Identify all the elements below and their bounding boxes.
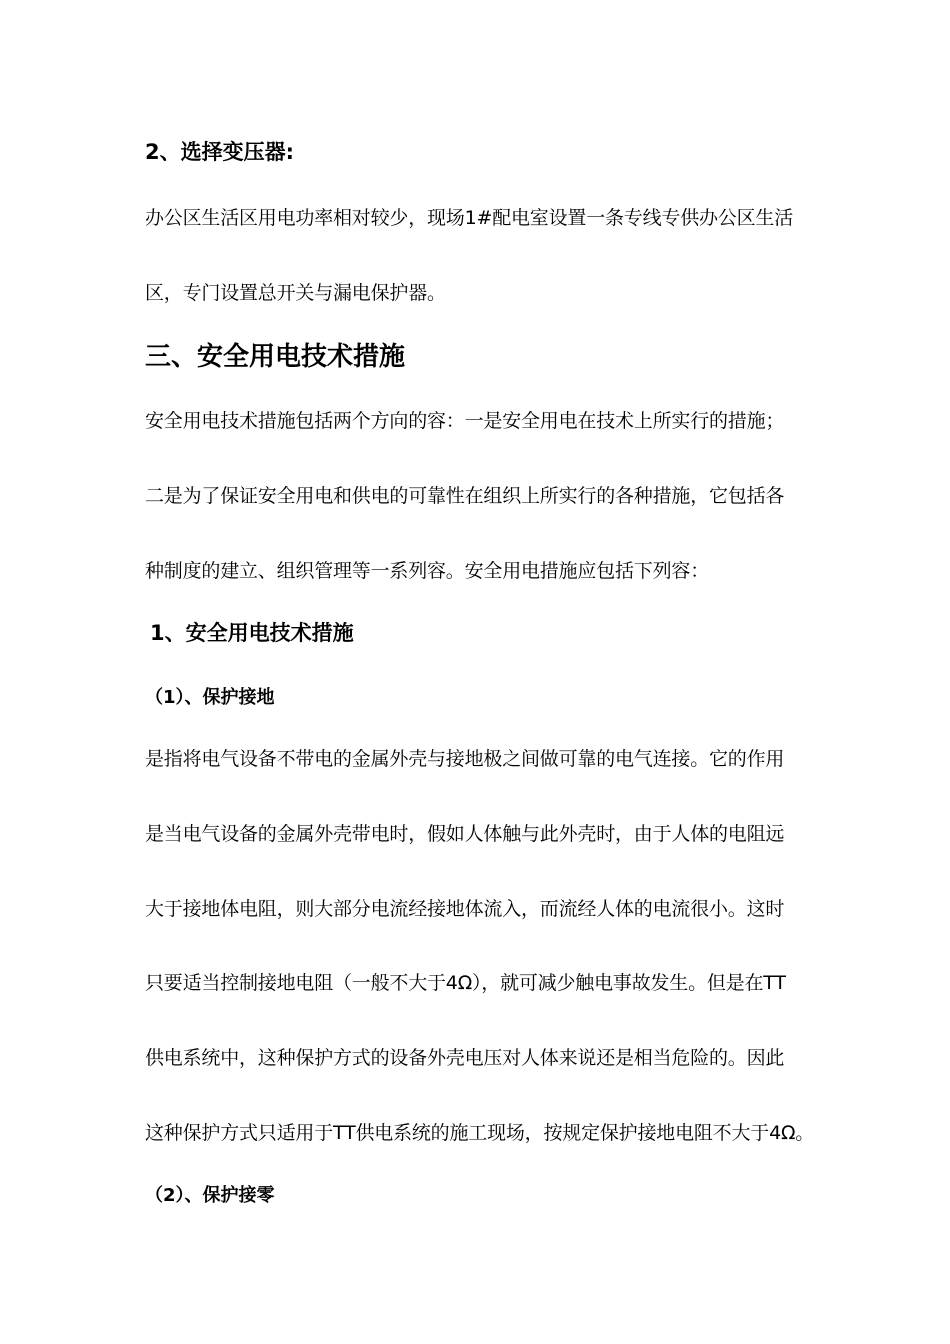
item-heading-protective-grounding: （1）、保护接地: [145, 687, 275, 708]
heading-select-transformer: 2、选择变压器:: [145, 140, 295, 164]
paragraph-office-line-2: 区，专门设置总开关与漏电保护器。: [145, 282, 446, 304]
paragraph-grounding-line-6: 这种保护方式只适用于TT供电系统的施工现场，按规定保护接地电阻不大于4Ω。: [145, 1122, 815, 1144]
subheading-technical-measures: 1、安全用电技术措施: [150, 621, 354, 645]
item-heading-protective-neutral: （2）、保护接零: [145, 1185, 275, 1206]
paragraph-office-line-1: 办公区生活区用电功率相对较少，现场1#配电室设置一条专线专供办公区生活: [145, 207, 794, 229]
paragraph-grounding-line-5: 供电系统中，这种保护方式的设备外壳电压对人体来说还是相当危险的。因此: [145, 1047, 785, 1069]
paragraph-grounding-line-4: 只要适当控制接地电阻（一般不大于4Ω），就可减少触电事故发生。但是在TT: [145, 972, 786, 994]
section-heading-safety-measures: 三、安全用电技术措施: [145, 342, 406, 372]
paragraph-grounding-line-2: 是当电气设备的金属外壳带电时，假如人体触与此外壳时，由于人体的电阻远: [145, 823, 785, 845]
paragraph-intro-line-3: 种制度的建立、组织管理等一系列容。安全用电措施应包括下列容：: [145, 560, 710, 582]
paragraph-grounding-line-1: 是指将电气设备不带电的金属外壳与接地极之间做可靠的电气连接。它的作用: [145, 748, 785, 770]
paragraph-intro-line-2: 二是为了保证安全用电和供电的可靠性在组织上所实行的各种措施，它包括各: [145, 485, 785, 507]
paragraph-grounding-line-3: 大于接地体电阻，则大部分电流经接地体流入，而流经人体的电流很小。这时: [145, 898, 785, 920]
paragraph-intro-line-1: 安全用电技术措施包括两个方向的容：一是安全用电在技术上所实行的措施；: [145, 410, 785, 432]
